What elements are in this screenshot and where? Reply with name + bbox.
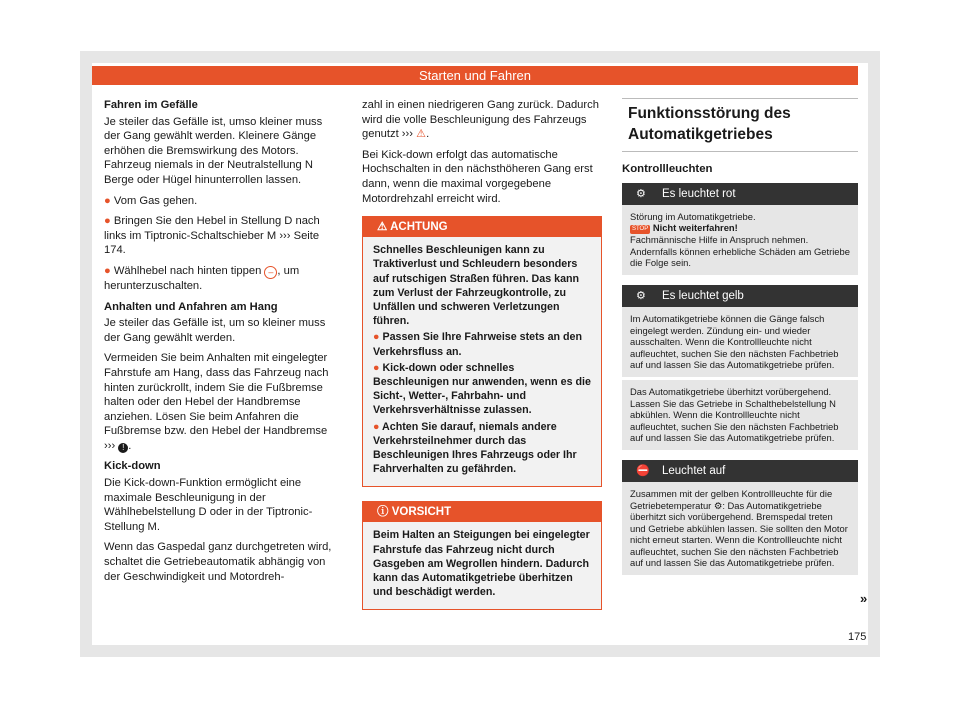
achtung-text: Schnelles Beschleunigen kann zu Traktiverlust und Schleudern besonders auf rutschigen Straßen führen. Das kann zum Verlust der Fahrzeugkontrolle, zu Unfällen und schweren Verletzungen führen. [373, 244, 580, 328]
achtung-header: ⚠ ACHTUNG [363, 217, 601, 237]
column-left [104, 98, 340, 590]
paragraph: Bei Kick-down erfolgt das automatische Hochschalten in den nächsthöheren Gang erst dann, wenn die maximal vorgegebene Motordrehzahl erreicht wird. [362, 148, 593, 205]
vorsicht-text: Beim Halten an Steigungen bei eingelegter Fahrstufe das Fahrzeug nicht durch Gasgeben am Wegrollen hindern. Dadurch kann das Automatikgetriebe überhitzen und beschädigt werden. [373, 529, 590, 599]
column-middle [362, 98, 602, 610]
warning-light-red [622, 183, 858, 275]
bullet-icon: ● [373, 361, 383, 374]
warning-light-header: ⚙ Es leuchtet gelb [622, 285, 858, 307]
paragraph: Je steiler das Gefälle ist, um so kleiner muss der Gang gewählt werden. [104, 317, 326, 344]
vorsicht-box [362, 501, 602, 610]
warning-light-text: Störung im Automatikgetriebe. STOP Nicht weiterfahren! Fachmännische Hilfe in Anspruch nehmen. Andernfalls können erhebliche Schäden am Getriebe die Folge sein. [622, 205, 858, 275]
heading-downhill: Fahren im Gefälle [104, 99, 198, 111]
warning-light-yellow [622, 285, 858, 450]
bullet-item: ● Passen Sie Ihre Fahrweise stets an den Verkehrsfluss an. [373, 331, 583, 358]
gear-warning-icon: ⚙ [636, 187, 646, 200]
bullet-item: ● Bringen Sie den Hebel in Stellung D nach links im Tiptronic-Schaltschieber M ››› Seite 174. [104, 215, 320, 257]
section-header: Starten und Fahren [92, 66, 858, 85]
page-number: 175 [848, 631, 867, 643]
warning-light-text: Im Automatikgetriebe können die Gänge falsch eingelegt werden. Zündung ein- und wieder ausschalten. Wenn die Kontrollleuchte nicht aufleuchtet, suchen Sie den nächsten Fachbetrieb auf und lassen Sie das Automatikgetriebe prüfen. [622, 307, 858, 377]
bullet-icon: ● [373, 331, 383, 344]
bullet-item: ● Kick-down oder schnelles Beschleunigen nur anwenden, wenn es die Sicht-, Wetter-, Fahrbahn- und Verkehrsverhältnisse zulassen. [373, 361, 591, 417]
paragraph: Wenn das Gaspedal ganz durchgetreten wird, schaltet die Getriebeautomatik abhängig von der Geschwindigkeit und Motordreh- [104, 541, 332, 583]
achtung-box [362, 216, 602, 487]
paragraph: Je steiler das Gefälle ist, umso kleiner muss der Gang gewählt werden. Kleinere Gänge erhöhen die Bremswirkung des Motors. Fahrzeug niemals in der Neutralstellung N Berge oder Hügel hinunterrollen lassen. [104, 115, 323, 186]
minus-icon: – [264, 266, 277, 279]
continue-mark: » [860, 591, 868, 606]
gear-warning-icon: ⚙ [713, 499, 723, 511]
bullet-item: ● Achten Sie darauf, niemals andere Verkehrsteilnehmer durch das Beschleunigen Ihres Fahrzeugs oder Ihr Fahrverhalten zu gefährden. [373, 420, 577, 476]
info-circle-icon: ⓘ [377, 506, 392, 519]
paragraph: zahl in einen niedrigeren Gang zurück. Dadurch wird die volle Beschleunigung des Fahrzeugs genutzt ››› ⚠. [362, 99, 599, 141]
bullet-icon: ● [104, 264, 114, 277]
warning-light-text: Zusammen mit der gelben Kontrollleuchte für die Getriebetemperatur ⚙: Das Automatikgetriebe überhitzt sich vorübergehend. Bremspedal treten und Getriebe abkühlen lassen. Sie sollten den Motor nicht erneut starten. Wenn die Kontrollleuchte nicht aufleuchtet, suchen Sie den nächsten Fachbetrieb auf und lassen Sie das Automatikgetriebe prüfen. [622, 482, 858, 575]
warning-light-header: ⚙ Es leuchtet rot [622, 183, 858, 205]
paragraph: Die Kick-down-Funktion ermöglicht eine maximale Beschleunigung in der Wählhebelstellung D oder in der Tiptronic-Stellung M. [104, 477, 313, 533]
bullet-item: ● Vom Gas gehen. [104, 194, 198, 207]
warning-lights-heading: Kontrollleuchten [622, 163, 713, 175]
vorsicht-header: ⓘ VORSICHT [363, 502, 601, 522]
stop-icon: STOP [632, 226, 649, 233]
paragraph: Vermeiden Sie beim Anhalten mit eingelegter Fahrstufe am Hang, dass das Fahrzeug nach hinten zurückrollt, indem Sie die Fußbremse halten oder den Hebel der Handbremse anziehen. Lösen Sie beim Anfahren die Fußbremse bzw. den Hebel der Handbremse ››› ! . [104, 352, 329, 452]
warning-light-on [622, 460, 858, 575]
vorsicht-body [363, 522, 601, 609]
warning-triangle-icon: ⚠ [377, 221, 391, 234]
heading-hill-start: Anhalten und Anfahren am Hang [104, 300, 278, 313]
bullet-icon: ● [104, 215, 114, 228]
page-title: Funktionsstörung des Automatikgetriebes [622, 98, 858, 152]
brake-pedal-icon: ⛔ [636, 464, 650, 477]
warning-light-text: Das Automatikgetriebe überhitzt vorübergehend. Lassen Sie das Getriebe in Schalthebelstellung N abkühlen. Wenn die Kontrollleuchte nicht aufleuchtet, suchen Sie den nächsten Fachbetrieb auf und lassen Sie das Automatikgetriebe prüfen. [622, 380, 858, 450]
achtung-body [363, 237, 601, 486]
heading-kickdown: Kick-down [104, 460, 161, 473]
column-right [622, 98, 858, 585]
bullet-icon: ● [373, 420, 383, 433]
warning-light-header: ⛔ Leuchtet auf [622, 460, 858, 482]
bullet-icon: ● [104, 194, 114, 207]
bullet-item: ● Wählhebel nach hinten tippen – , um herunterzuschalten. [104, 264, 300, 292]
warning-icon: ! [118, 443, 128, 453]
warning-triangle-icon: ⚠ [416, 128, 427, 141]
gear-warning-icon: ⚙ [636, 289, 646, 302]
